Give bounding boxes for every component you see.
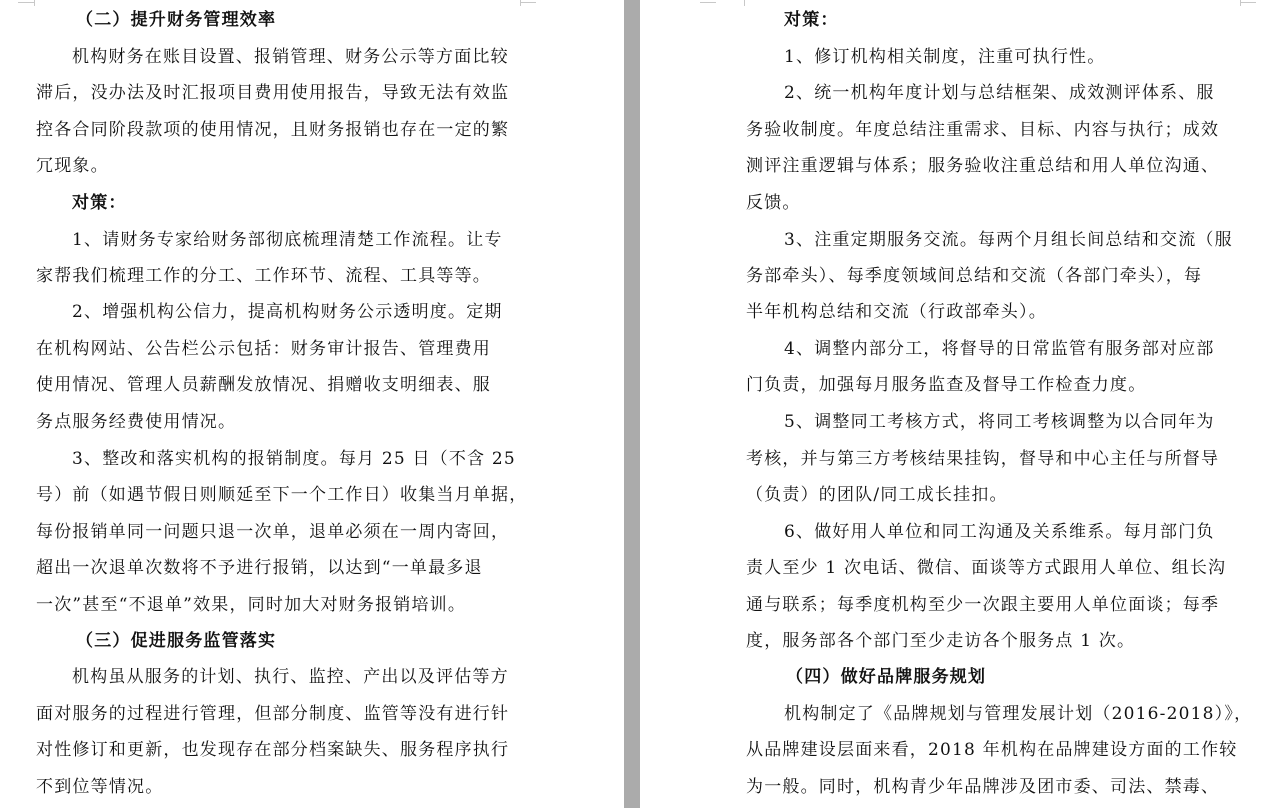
crop-mark (1240, 0, 1256, 3)
countermeasures-label: 对策： (784, 10, 839, 30)
countermeasures-label: 对策： (72, 193, 127, 213)
text-line: 号）前（如遇节假日则顺延至下一个工作日）收集当月单据， (36, 485, 528, 505)
text-line: 3、整改和落实机构的报销制度。每月 25 日（不含 25 (72, 449, 516, 469)
text-line: 通与联系；每季度机构至少一次跟主要用人单位面谈；每季 (746, 595, 1220, 615)
text-line: 1、修订机构相关制度，注重可执行性。 (784, 47, 1106, 67)
text-line: 面对服务的过程进行管理，但部分制度、监管等没有进行针 (36, 704, 510, 724)
crop-mark (1240, 0, 1242, 6)
text-line: 反馈。 (746, 193, 801, 213)
text-line: 6、做好用人单位和同工沟通及关系维系。每月部门负 (784, 522, 1215, 542)
text-line: 家帮我们梳理工作的分工、工作环节、流程、工具等等。 (36, 266, 491, 286)
text-line: 在机构网站、公告栏公示包括：财务审计报告、管理费用 (36, 339, 491, 359)
text-line: 3、注重定期服务交流。每两个月组长间总结和交流（服 (784, 230, 1233, 250)
text-line: 使用情况、管理人员薪酬发放情况、捐赠收支明细表、服 (36, 375, 491, 395)
text-line: 务部牵头）、每季度领域间总结和交流（各部门牵头），每 (746, 266, 1203, 286)
text-line: 为一般。同时，机构青少年品牌涉及团市委、司法、禁毒、 (746, 777, 1220, 797)
text-line: 冗现象。 (36, 156, 109, 176)
text-line: 机构财务在账目设置、报销管理、财务公示等方面比较 (72, 47, 509, 67)
text-line: 务验收制度。年度总结注重需求、目标、内容与执行；成效 (746, 120, 1220, 140)
text-line: 门负责，加强每月服务监查及督导工作检查力度。 (746, 375, 1147, 395)
text-line: （负责）的团队/同工成长挂扣。 (746, 485, 1008, 505)
text-line: 半年机构总结和交流（行政部牵头）。 (746, 302, 1047, 322)
text-line: 一次”甚至“不退单”效果，同时加大对财务报销培训。 (36, 595, 467, 615)
text-line: 2、增强机构公信力，提高机构财务公示透明度。定期 (72, 302, 503, 322)
crop-mark (744, 0, 746, 6)
text-line: 测评注重逻辑与体系；服务验收注重总结和用人单位沟通、 (746, 156, 1220, 176)
text-line: 控各合同阶段款项的使用情况，且财务报销也存在一定的繁 (36, 120, 510, 140)
text-line: 不到位等情况。 (36, 777, 164, 797)
text-line: 滞后，没办法及时汇报项目费用使用报告，导致无法有效监 (36, 83, 510, 103)
section-heading: （二）提升财务管理效率 (76, 10, 277, 30)
text-line: 1、请财务专家给财务部彻底梳理清楚工作流程。让专 (72, 230, 503, 250)
section-heading: （三）促进服务监管落实 (76, 631, 277, 651)
text-line: 超出一次退单次数将不予进行报销，以达到“一单最多退 (36, 558, 483, 578)
crop-mark (700, 0, 716, 3)
crop-mark (520, 0, 536, 3)
text-line: 从品牌建设层面来看，2018 年机构在品牌建设方面的工作较 (746, 740, 1238, 760)
text-line: 对性修订和更新，也发现存在部分档案缺失、服务程序执行 (36, 740, 510, 760)
document-page-right (640, 0, 1274, 808)
text-line: 机构制定了《品牌规划与管理发展计划（2016-2018）》， (784, 704, 1253, 724)
text-line: 2、统一机构年度计划与总结框架、成效测评体系、服 (784, 83, 1215, 103)
text-line: 4、调整内部分工，将督导的日常监管有服务部对应部 (784, 339, 1215, 359)
text-line: 责人至少 1 次电话、微信、面谈等方式跟用人单位、组长沟 (746, 558, 1227, 578)
text-line: 机构虽从服务的计划、执行、监控、产出以及评估等方 (72, 667, 509, 687)
crop-mark (18, 0, 34, 3)
crop-mark (34, 0, 36, 6)
text-line: 5、调整同工考核方式，将同工考核调整为以合同年为 (784, 412, 1215, 432)
document-page-left (0, 0, 624, 808)
text-line: 考核，并与第三方考核结果挂钩，督导和中心主任与所督导 (746, 449, 1220, 469)
text-line: 度，服务部各个部门至少走访各个服务点 1 次。 (746, 631, 1136, 651)
text-line: 务点服务经费使用情况。 (36, 412, 237, 432)
section-heading: （四）做好品牌服务规划 (786, 667, 987, 687)
crop-mark (520, 0, 522, 6)
text-line: 每份报销单同一问题只退一次单，退单必须在一周内寄回， (36, 522, 510, 542)
